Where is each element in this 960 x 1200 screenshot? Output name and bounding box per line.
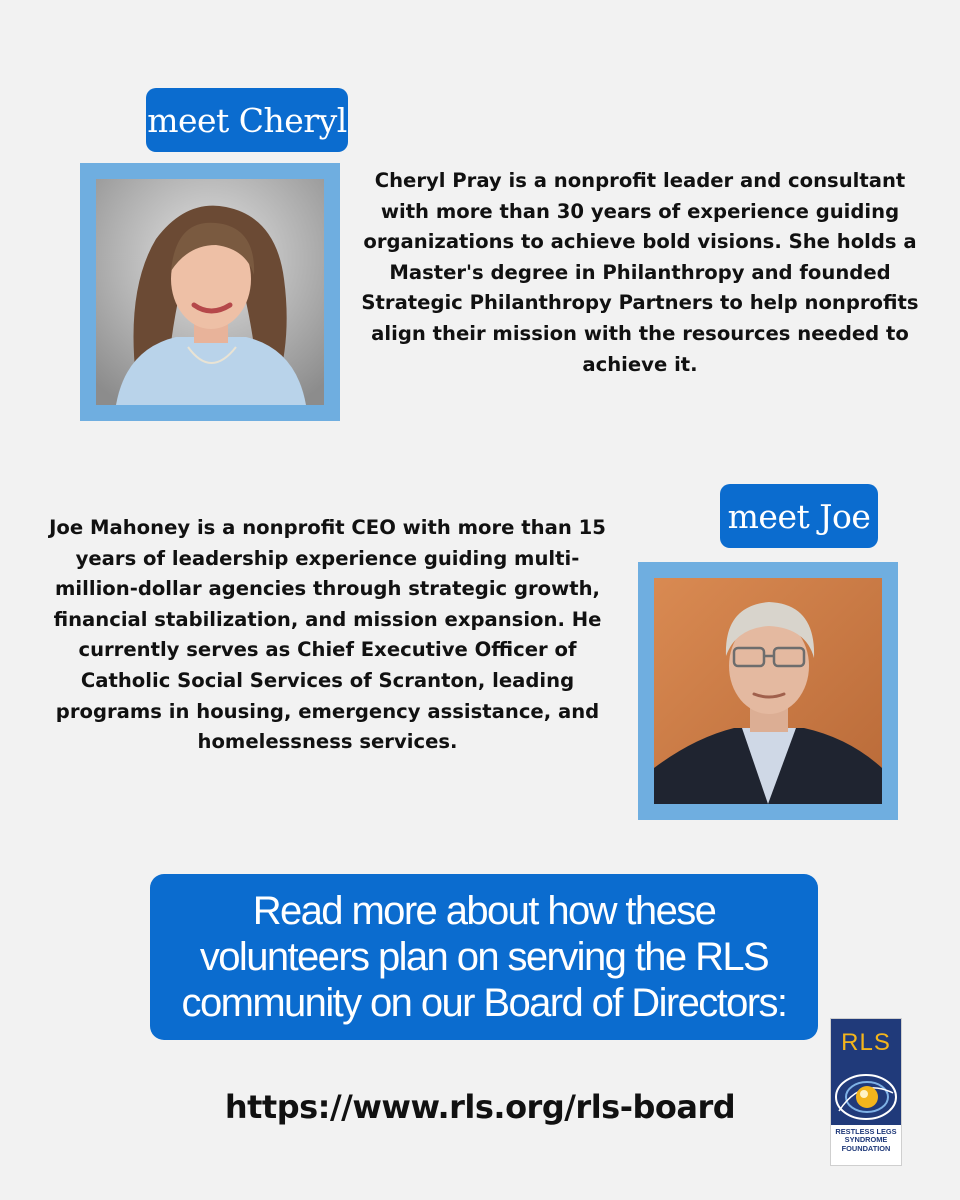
logo-foundation-name — [831, 1125, 901, 1153]
logo-name-line-1: RESTLESS LEGS — [835, 1127, 897, 1136]
cheryl-photo-frame — [80, 163, 340, 421]
swirl-emblem-icon — [831, 1067, 901, 1125]
meet-joe-heading: meet Joe — [720, 484, 878, 548]
read-more-callout: Read more about how these volunteers plan on serving the RLS community on our Board of Directors: — [150, 874, 818, 1040]
cheryl-bio: Cheryl Pray is a nonprofit leader and consultant with more than 30 years of experience guiding organizations to achieve bold visions. She holds a Master's degree in Philanthropy and founded Strategic Philanthropy Partners to help nonprofits align their mission with the resources needed to achieve it. — [361, 169, 919, 376]
rls-foundation-logo — [830, 1018, 902, 1166]
cheryl-photo — [96, 179, 324, 405]
joe-photo-frame — [638, 562, 898, 820]
joe-photo — [654, 578, 882, 804]
logo-header — [831, 1019, 901, 1067]
logo-abbreviation: RLS — [841, 1029, 891, 1056]
logo-name-line-2: SYNDROME — [844, 1135, 888, 1145]
board-link[interactable]: https://www.rls.org/rls-board — [224, 1088, 736, 1126]
meet-cheryl-heading: meet Cheryl — [146, 88, 348, 152]
logo-name-line-3: FOUNDATION — [841, 1143, 891, 1153]
joe-bio: Joe Mahoney is a nonprofit CEO with more than 15 years of leadership experience guiding multi-million-dollar agencies through strategic growth, financial stabilization, and mission expansion. He currently serves as Chief Executive Officer of Catholic Social Services of Scranton, leading programs in housing, emergency assistance, and homelessness services. — [49, 516, 606, 754]
